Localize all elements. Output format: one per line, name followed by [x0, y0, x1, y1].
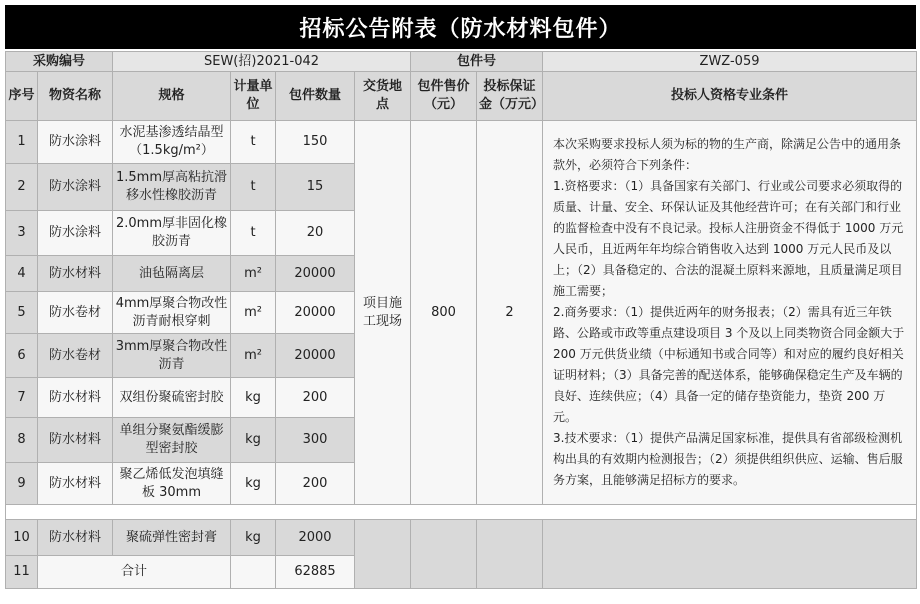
empty-requirements-cell — [543, 520, 917, 589]
row-quantity: 2000 — [276, 520, 355, 556]
header-price: 包件售价（元） — [411, 72, 477, 121]
row-name: 防水卷材 — [38, 334, 113, 378]
row-spec: 1.5mm厚高粘抗滑移水性橡胶沥青 — [113, 164, 231, 211]
row-unit: m² — [231, 256, 276, 292]
purchase-no-label: 采购编号 — [6, 52, 113, 72]
row-spec: 水泥基渗透结晶型（1.5kg/m²） — [113, 121, 231, 164]
row-spec: 2.0mm厚非固化橡胶沥青 — [113, 211, 231, 256]
purchase-no-value: SEW(招)2021-042 — [113, 52, 411, 72]
row-unit: t — [231, 164, 276, 211]
page-title: 招标公告附表（防水材料包件） — [5, 5, 916, 49]
row-index: 3 — [6, 211, 38, 256]
row-unit: kg — [231, 418, 276, 463]
row-unit: t — [231, 211, 276, 256]
row-index: 6 — [6, 334, 38, 378]
row-spec: 聚乙烯低发泡填缝板 30mm — [113, 463, 231, 505]
row-index: 2 — [6, 164, 38, 211]
empty-place-cell — [355, 520, 411, 589]
table-row — [6, 520, 917, 556]
header-row — [6, 72, 917, 121]
row-name: 防水材料 — [38, 256, 113, 292]
empty-price-cell — [411, 520, 477, 589]
row-quantity: 15 — [276, 164, 355, 211]
row-index: 5 — [6, 292, 38, 334]
requirements-text: 本次采购要求投标人须为标的物的生产商，除满足公告中的通用条款外，必须符合下列条件： 1.资格要求：（1）具备国家有关部门、行业或公司要求必须取得的质量、计量、安全、环保认证及其他经营许可；在有关部门和行业的监督检查中没有不良记录。投标人注册资金不得低于 1000 万元人民币，且近两年年均综合销售收入达到 1000 万元人民币及以上；（2）具备稳定的、合法的混凝土原料来源地，且质量满足项目施工需要； 2.商务要求：（1）提供近两年的财务报表；（2）需具有近三年铁路、公路或市政等重点建设项目 3 个及以上同类物资合同金额大于 200 万元供货业绩（中标通知书或合同等）和对应的履约良好相关证明材料；（3）具备完善的配送体系，能够确保稳定生产及车辆的良好、连续供应；（4）具备一定的储存垫资能力，垫资 200 万元。 3.技术要求：（1）提供产品满足国家标准，提供具有省部级检测机构出具的有效期内检测报告；（2）须提供组织供应、运输、售后服务方案，且能够满足招标方的要求。 — [543, 121, 917, 505]
row-index: 4 — [6, 256, 38, 292]
bid-deposit: 2 — [477, 121, 543, 505]
row-quantity: 150 — [276, 121, 355, 164]
total-label: 合计 — [38, 556, 231, 589]
table-row — [6, 121, 917, 164]
row-index: 7 — [6, 378, 38, 418]
header-deposit: 投标保证金（万元） — [477, 72, 543, 121]
header-index: 序号 — [6, 72, 38, 121]
header-name: 物资名称 — [38, 72, 113, 121]
package-no-label: 包件号 — [411, 52, 543, 72]
row-spec: 双组份聚硫密封胶 — [113, 378, 231, 418]
package-no-value: ZWZ-059 — [543, 52, 917, 72]
header-place: 交货地点 — [355, 72, 411, 121]
row-unit: kg — [231, 378, 276, 418]
row-spec: 油毡隔离层 — [113, 256, 231, 292]
total-index: 11 — [6, 556, 38, 589]
row-quantity: 20 — [276, 211, 355, 256]
total-quantity: 62885 — [276, 556, 355, 589]
row-name: 防水材料 — [38, 520, 113, 556]
header-spec: 规格 — [113, 72, 231, 121]
row-spec: 聚硫弹性密封膏 — [113, 520, 231, 556]
row-quantity: 300 — [276, 418, 355, 463]
row-name: 防水材料 — [38, 378, 113, 418]
header-quantity: 包件数量 — [276, 72, 355, 121]
header-unit: 计量单位 — [231, 72, 276, 121]
table-gap — [6, 505, 917, 520]
row-name: 防水材料 — [38, 463, 113, 505]
row-quantity: 200 — [276, 378, 355, 418]
row-index: 8 — [6, 418, 38, 463]
row-name: 防水涂料 — [38, 121, 113, 164]
row-spec: 单组分聚氨酯缓膨型密封胶 — [113, 418, 231, 463]
row-spec: 4mm厚聚合物改性沥青耐根穿刺 — [113, 292, 231, 334]
row-spec: 3mm厚聚合物改性沥青 — [113, 334, 231, 378]
gap-cell — [6, 505, 917, 520]
row-unit: kg — [231, 520, 276, 556]
row-index: 1 — [6, 121, 38, 164]
empty-deposit-cell — [477, 520, 543, 589]
row-name: 防水卷材 — [38, 292, 113, 334]
row-unit: t — [231, 121, 276, 164]
row-unit: m² — [231, 334, 276, 378]
row-quantity: 20000 — [276, 256, 355, 292]
header-requirements: 投标人资格专业条件 — [543, 72, 917, 121]
row-name: 防水材料 — [38, 418, 113, 463]
row-unit: kg — [231, 463, 276, 505]
info-row — [6, 52, 917, 72]
row-unit: m² — [231, 292, 276, 334]
package-price: 800 — [411, 121, 477, 505]
row-quantity: 20000 — [276, 334, 355, 378]
row-quantity: 20000 — [276, 292, 355, 334]
tender-table — [5, 51, 917, 589]
row-index: 10 — [6, 520, 38, 556]
row-name: 防水涂料 — [38, 211, 113, 256]
delivery-place: 项目施工现场 — [355, 121, 411, 505]
row-quantity: 200 — [276, 463, 355, 505]
total-unit-cell — [231, 556, 276, 589]
row-name: 防水涂料 — [38, 164, 113, 211]
row-index: 9 — [6, 463, 38, 505]
